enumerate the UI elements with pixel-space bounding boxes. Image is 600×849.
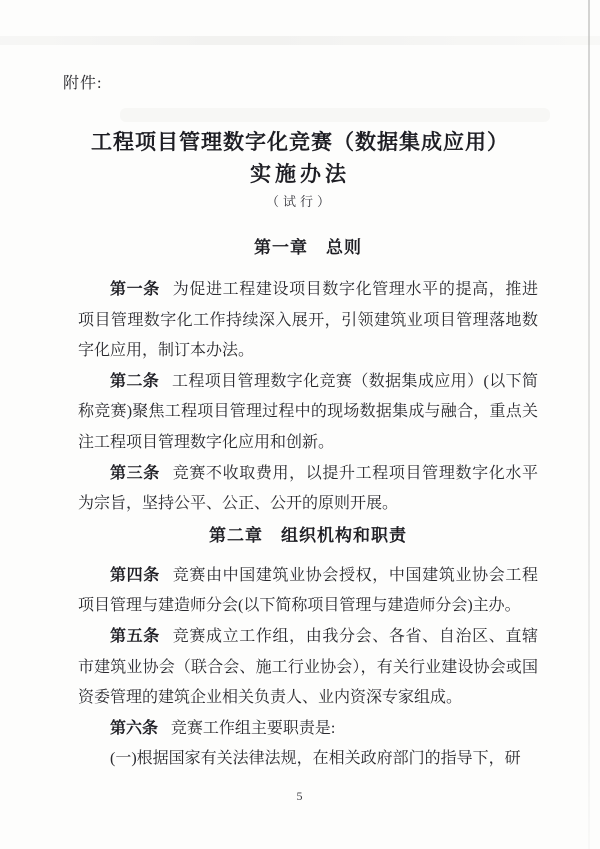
chapter-heading: 第一章 总则 [254,238,362,257]
article-text: 竞赛工作组主要职责是: [170,719,336,737]
article-label: 第六条 [110,719,159,737]
document-title-line2: 实施办法 [250,162,350,186]
title-block [0,0,600,211]
article-text: 为促进工程建设项目数字化管理水平的提高，推进项目管理数字化工作持续深入展开，引领建筑业项目管理落地数字化应用，制订本办法。 [78,281,538,360]
paragraph-article-2 [78,367,538,459]
page-number: 5 [296,789,304,803]
section-chapter-2 [78,525,538,775]
article-text: 竞赛由中国建筑业协会授权，中国建筑业协会工程项目管理与建造师分会(以下简称项目管理与建造师分会)主办。 [78,566,538,615]
article-label: 第五条 [110,627,160,645]
paragraph-article-1 [78,275,538,367]
article-text: (一)根据国家有关法律法规，在相关政府部门的指导下，研 [110,750,521,768]
article-label: 第一条 [110,281,160,298]
article-text: 竞赛成立工作组，由我分会、各省、自治区、直辖市建筑业协会（联合会、施工行业协会），有关行业建设协会或国资委管理的建筑企业相关负责人、业内资深专家组成。 [78,627,538,707]
document-title-line1: 工程项目管理数字化竞赛（数据集成应用） [91,130,509,154]
paragraph-article-6 [78,714,538,745]
document-body [78,237,538,775]
article-text: 工程项目管理数字化竞赛（数据集成应用）(以下简称竞赛)聚焦工程项目管理过程中的现场数据集成与融合，重点关注工程项目管理数字化应用和创新。 [78,372,538,451]
paragraph-subitem-1 [78,744,538,775]
article-label: 第二条 [110,372,160,390]
paragraph-article-3 [78,459,538,520]
paragraph-article-5 [78,622,538,714]
document-subtitle: （试行） [265,194,334,209]
article-text: 竞赛不收取费用，以提升工程项目管理数字化水平为宗旨，坚持公平、公正、公开的原则开展。 [78,464,538,513]
paragraph-article-4 [78,561,538,622]
article-label: 第三条 [110,464,160,482]
chapter-heading: 第二章 组织机构和职责 [209,525,407,545]
article-label: 第四条 [110,566,160,584]
attachment-label: 附件: [63,75,103,92]
section-chapter-1 [78,237,538,520]
